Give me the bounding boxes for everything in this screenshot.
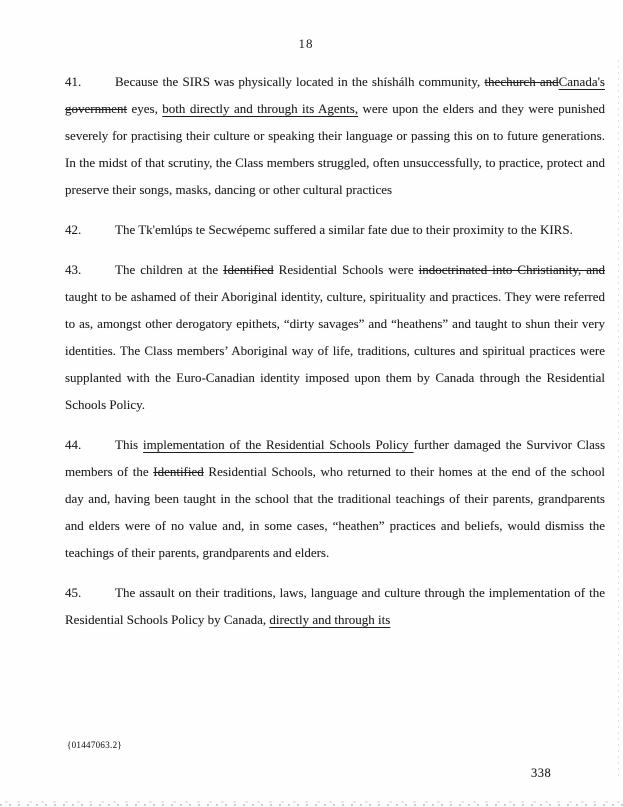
- paragraph-45: [65, 579, 605, 633]
- body-text: The Tk'emlúps te Secwépemc suffered a similar fate due to their proximity to the KIRS.: [115, 222, 573, 237]
- body-text: The children at the: [115, 262, 224, 277]
- paragraph-text: [65, 74, 605, 197]
- paragraph-41: [65, 68, 605, 203]
- paragraph-44: [65, 431, 605, 566]
- paragraph-text: [65, 585, 605, 627]
- inserted-text: Canada's: [558, 74, 605, 89]
- scan-artifact-bottom-edge: [0, 801, 623, 806]
- paragraph-number: 43.: [65, 262, 82, 277]
- paragraph-number: 41.: [65, 74, 82, 89]
- inserted-text: implementation of the Residential Schools Policy: [143, 437, 414, 452]
- page-number: 18: [298, 36, 314, 51]
- paragraph-text: [65, 437, 605, 560]
- paragraph-42: [65, 216, 605, 243]
- paragraph-43: [65, 256, 605, 418]
- body-text: Because the SIRS was physically located in the shíshálh community,: [115, 74, 485, 89]
- body-text: were upon the elders and they were punished severely for practising their culture or speaking their language or passing this on to future generations. In the midst of that scrutiny, the Class members struggled, often unsuccessfully, to practice, protect and preserve their songs, masks, dancing or other cultural practices: [65, 101, 606, 197]
- deleted-text: Identified: [153, 464, 204, 479]
- body-text: eyes,: [127, 101, 163, 116]
- inserted-text: directly and through its: [269, 612, 391, 627]
- inserted-text: both directly and through its Agents,: [162, 101, 359, 116]
- body-text: The assault on their traditions, laws, language and culture through the implementation of the Residential Schools Policy by Canada,: [65, 585, 605, 627]
- document-id-stamp: {01447063.2}: [67, 740, 122, 750]
- deleted-text: indoctrinated into Christianity, and: [418, 262, 606, 277]
- document-body: [65, 68, 605, 646]
- paragraph-text: [65, 262, 605, 412]
- body-text: further damaged the Survivor Class members of the: [65, 437, 606, 479]
- deleted-text: government: [65, 101, 128, 116]
- body-text: Residential Schools were: [273, 262, 419, 277]
- bates-page-number: 338: [531, 766, 552, 780]
- paragraph-text: [115, 222, 573, 237]
- deleted-text: thechurch and: [484, 74, 559, 89]
- deleted-text: Identified: [223, 262, 274, 277]
- paragraph-number: 44.: [65, 437, 82, 452]
- body-text: Residential Schools, who returned to their homes at the end of the school day and, having been taught in the school that the traditional teachings of their parents, grandparents and elders were of no value and, in some cases, “heathen” practices and beliefs, would dismiss the teachings of their parents, grandparents and elders.: [65, 464, 605, 560]
- paragraph-number: 42.: [65, 222, 82, 237]
- scan-artifact-right-edge: [618, 60, 619, 780]
- body-text: This: [115, 437, 144, 452]
- paragraph-number: 45.: [65, 585, 82, 600]
- body-text: taught to be ashamed of their Aboriginal identity, culture, spirituality and practices. They were referred to as, amongst other derogatory epithets, “dirty savages” and “heathens” and taught to shun their very identities. The Class members’ Aboriginal way of life, traditions, cultures and spiritual practices were supplanted with the Euro-Canadian identity imposed upon them by Canada through the Residential Schools Policy.: [65, 289, 605, 412]
